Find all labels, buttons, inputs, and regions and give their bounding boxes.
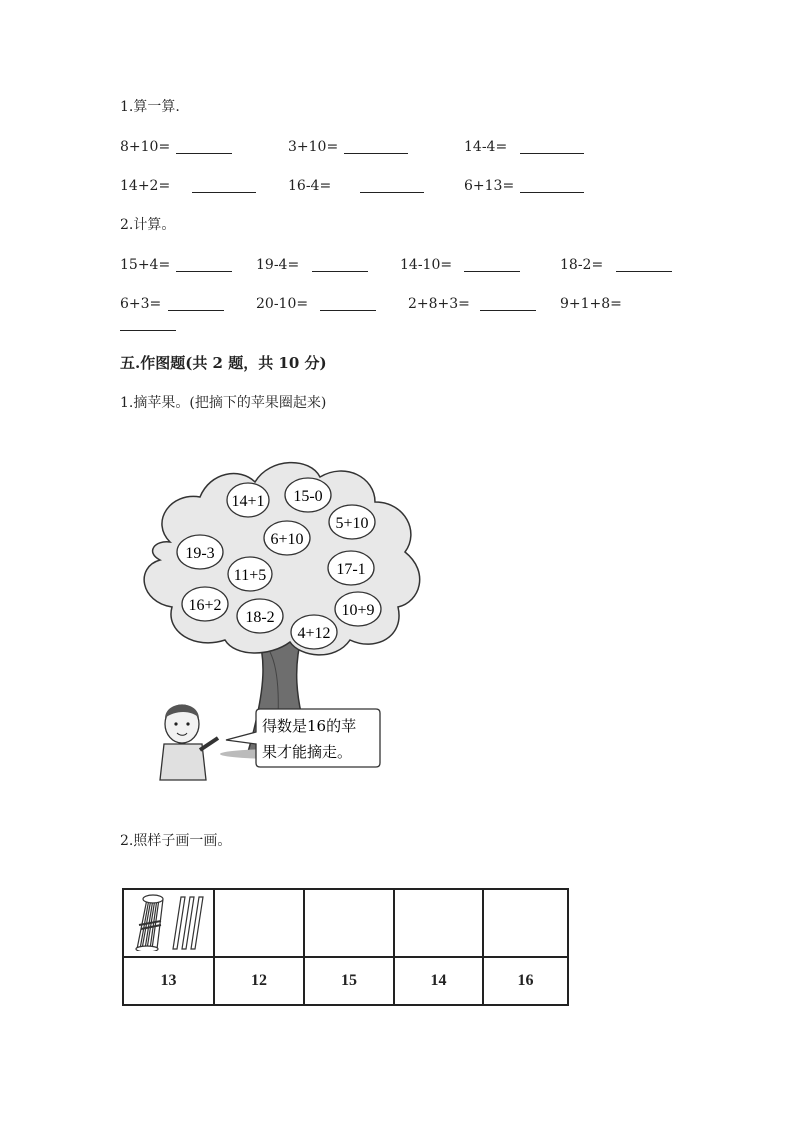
apple-tree-illustration: [130, 452, 440, 792]
speech-line: 果才能摘走。: [262, 743, 353, 761]
question-2-title: 2.照样子画一画。: [120, 833, 232, 849]
drawing-table: [122, 888, 569, 1006]
answer-blank[interactable]: [480, 310, 536, 311]
answer-blank[interactable]: [360, 192, 424, 193]
number-cell: 12: [214, 957, 304, 1005]
equation: 14+2=: [120, 178, 171, 194]
apple-label: 5+10: [335, 515, 369, 532]
equation: 14-4=: [464, 139, 508, 155]
answer-blank[interactable]: [176, 153, 232, 154]
drawing-cell[interactable]: [214, 889, 304, 957]
apple-label: 4+12: [297, 625, 331, 642]
equation: 15+4=: [120, 257, 171, 273]
equation: 20-10=: [256, 296, 309, 312]
answer-blank[interactable]: [520, 192, 584, 193]
apple-label: 17-1: [336, 561, 366, 578]
apple: [237, 599, 283, 633]
apple: [335, 592, 381, 626]
number-cell: 13: [123, 957, 214, 1005]
apple: [227, 483, 269, 517]
stick-bundle-icon: [129, 891, 209, 951]
apple: [228, 557, 272, 591]
apple: [329, 505, 375, 539]
equation: 14-10=: [400, 257, 453, 273]
apple-label: 6+10: [270, 531, 304, 548]
section-heading: 五.作图题(共 2 题，共 10 分): [120, 354, 327, 372]
apple: [285, 478, 331, 512]
number-cell: 14: [394, 957, 483, 1005]
equation: 3+10=: [288, 139, 339, 155]
section2-title: 2.计算。: [120, 217, 176, 233]
apple-label: 18-2: [245, 609, 275, 626]
drawing-cell[interactable]: [394, 889, 483, 957]
answer-blank[interactable]: [320, 310, 376, 311]
equation: 6+3=: [120, 296, 162, 312]
equation: 16-4=: [288, 178, 332, 194]
apple: [264, 521, 310, 555]
apple-label: 16+2: [188, 597, 222, 614]
apple: [177, 535, 223, 569]
drawing-cell[interactable]: [483, 889, 568, 957]
apple: [328, 551, 374, 585]
apple-label: 19-3: [185, 545, 215, 562]
answer-blank[interactable]: [464, 271, 520, 272]
apple-label: 15-0: [293, 488, 323, 505]
answer-blank[interactable]: [192, 192, 256, 193]
answer-blank[interactable]: [616, 271, 672, 272]
boy-illustration: [160, 705, 218, 781]
answer-blank[interactable]: [312, 271, 368, 272]
question-1-title: 1.摘苹果。(把摘下的苹果圈起来): [120, 395, 327, 411]
equation: 9+1+8=: [560, 296, 622, 312]
apple-label: 10+9: [341, 602, 375, 619]
answer-blank[interactable]: [120, 330, 176, 331]
drawing-cell[interactable]: [304, 889, 394, 957]
speech-line: 得数是16的苹: [262, 717, 357, 735]
answer-blank[interactable]: [344, 153, 408, 154]
answer-blank[interactable]: [520, 153, 584, 154]
equation: 8+10=: [120, 139, 171, 155]
equation: 6+13=: [464, 178, 515, 194]
apple-label: 14+1: [231, 493, 265, 510]
equation: 2+8+3=: [408, 296, 470, 312]
apple-label: 11+5: [233, 567, 267, 584]
example-sticks-cell: [123, 889, 214, 957]
apple: [182, 587, 228, 621]
number-cell: 15: [304, 957, 394, 1005]
answer-blank[interactable]: [168, 310, 224, 311]
equation: 19-4=: [256, 257, 300, 273]
number-cell: 16: [483, 957, 568, 1005]
section1-title: 1.算一算.: [120, 99, 180, 115]
apple: [291, 615, 337, 649]
equation: 18-2=: [560, 257, 604, 273]
answer-blank[interactable]: [176, 271, 232, 272]
